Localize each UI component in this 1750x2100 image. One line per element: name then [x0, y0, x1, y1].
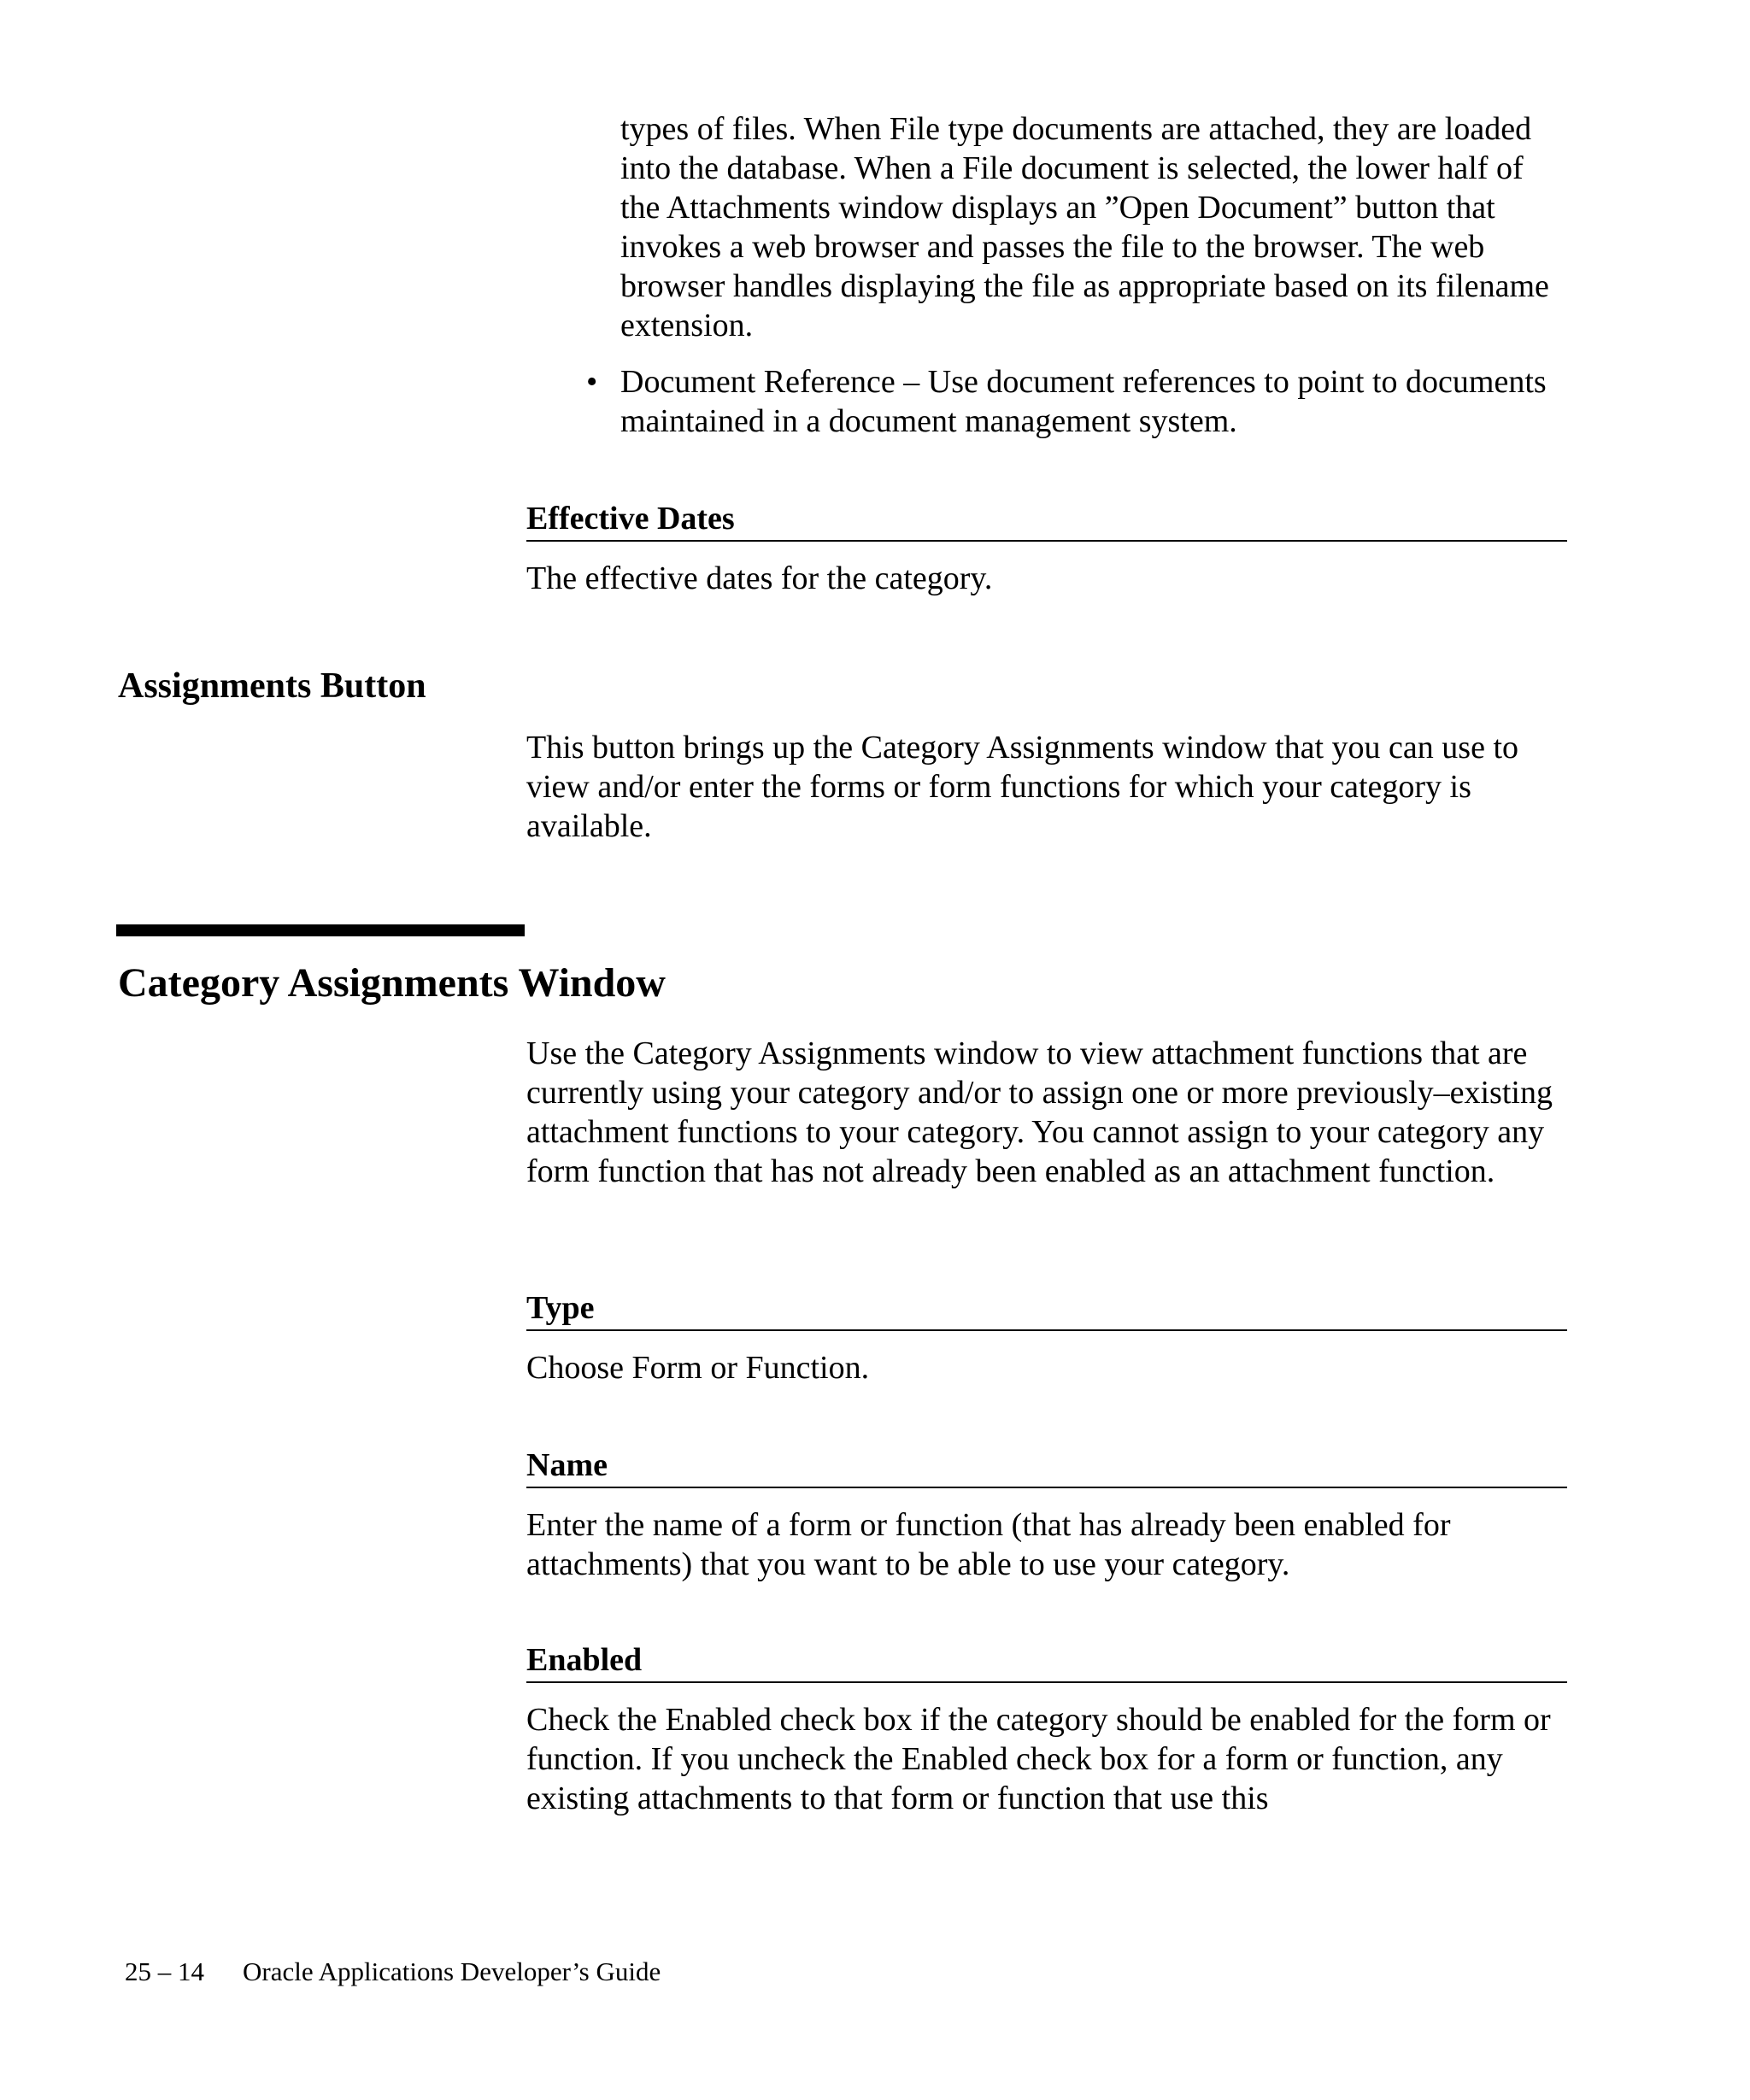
enabled-text: Check the Enabled check box if the category should be enabled for the form or function. If you uncheck the Enabled check box for a form or function, any existing attachments to that form or function that use this — [526, 1702, 1551, 1816]
category-window-text: Use the Category Assignments window to view attachment functions that are currently using your category and/or to assign one or more previously–existing attachment functions to your category. You cannot assign to your category any form function that has not already been enabled as an attachment function. — [526, 1035, 1553, 1189]
effective-dates-heading: Effective Dates — [526, 499, 1567, 542]
type-heading: Type — [526, 1288, 1567, 1331]
effective-dates-text: The effective dates for the category. — [526, 560, 993, 596]
name-heading: Name — [526, 1446, 1567, 1488]
page-footer — [125, 1956, 661, 1987]
bullet-text: Document Reference – Use document references to point to documents maintained in a document management system. — [620, 364, 1547, 439]
section-rule — [116, 924, 525, 936]
bullet-marker: • — [586, 364, 598, 400]
continuation-paragraph: types of files. When File type documents are attached, they are loaded into the database. When a File document is selected, the lower half of the Attachments window displays an ”Open Document” button that invokes a web browser and passes the file to the browser. The web browser handles displaying the file as appropriate based on its filename extension. — [620, 111, 1549, 343]
name-text: Enter the name of a form or function (that has already been enabled for attachments) that you want to be able to use your category. — [526, 1507, 1451, 1582]
page-number: 25 – 14 — [125, 1956, 204, 1986]
assignments-button-heading: Assignments Button — [118, 666, 426, 706]
section-title: Category Assignments Window — [118, 960, 666, 1006]
assignments-button-text: This button brings up the Category Assignments window that you can use to view and/or enter the forms or form functions for which your category is available. — [526, 730, 1519, 844]
book-title: Oracle Applications Developer’s Guide — [243, 1956, 661, 1986]
type-text: Choose Form or Function. — [526, 1350, 870, 1386]
enabled-heading: Enabled — [526, 1640, 1567, 1683]
